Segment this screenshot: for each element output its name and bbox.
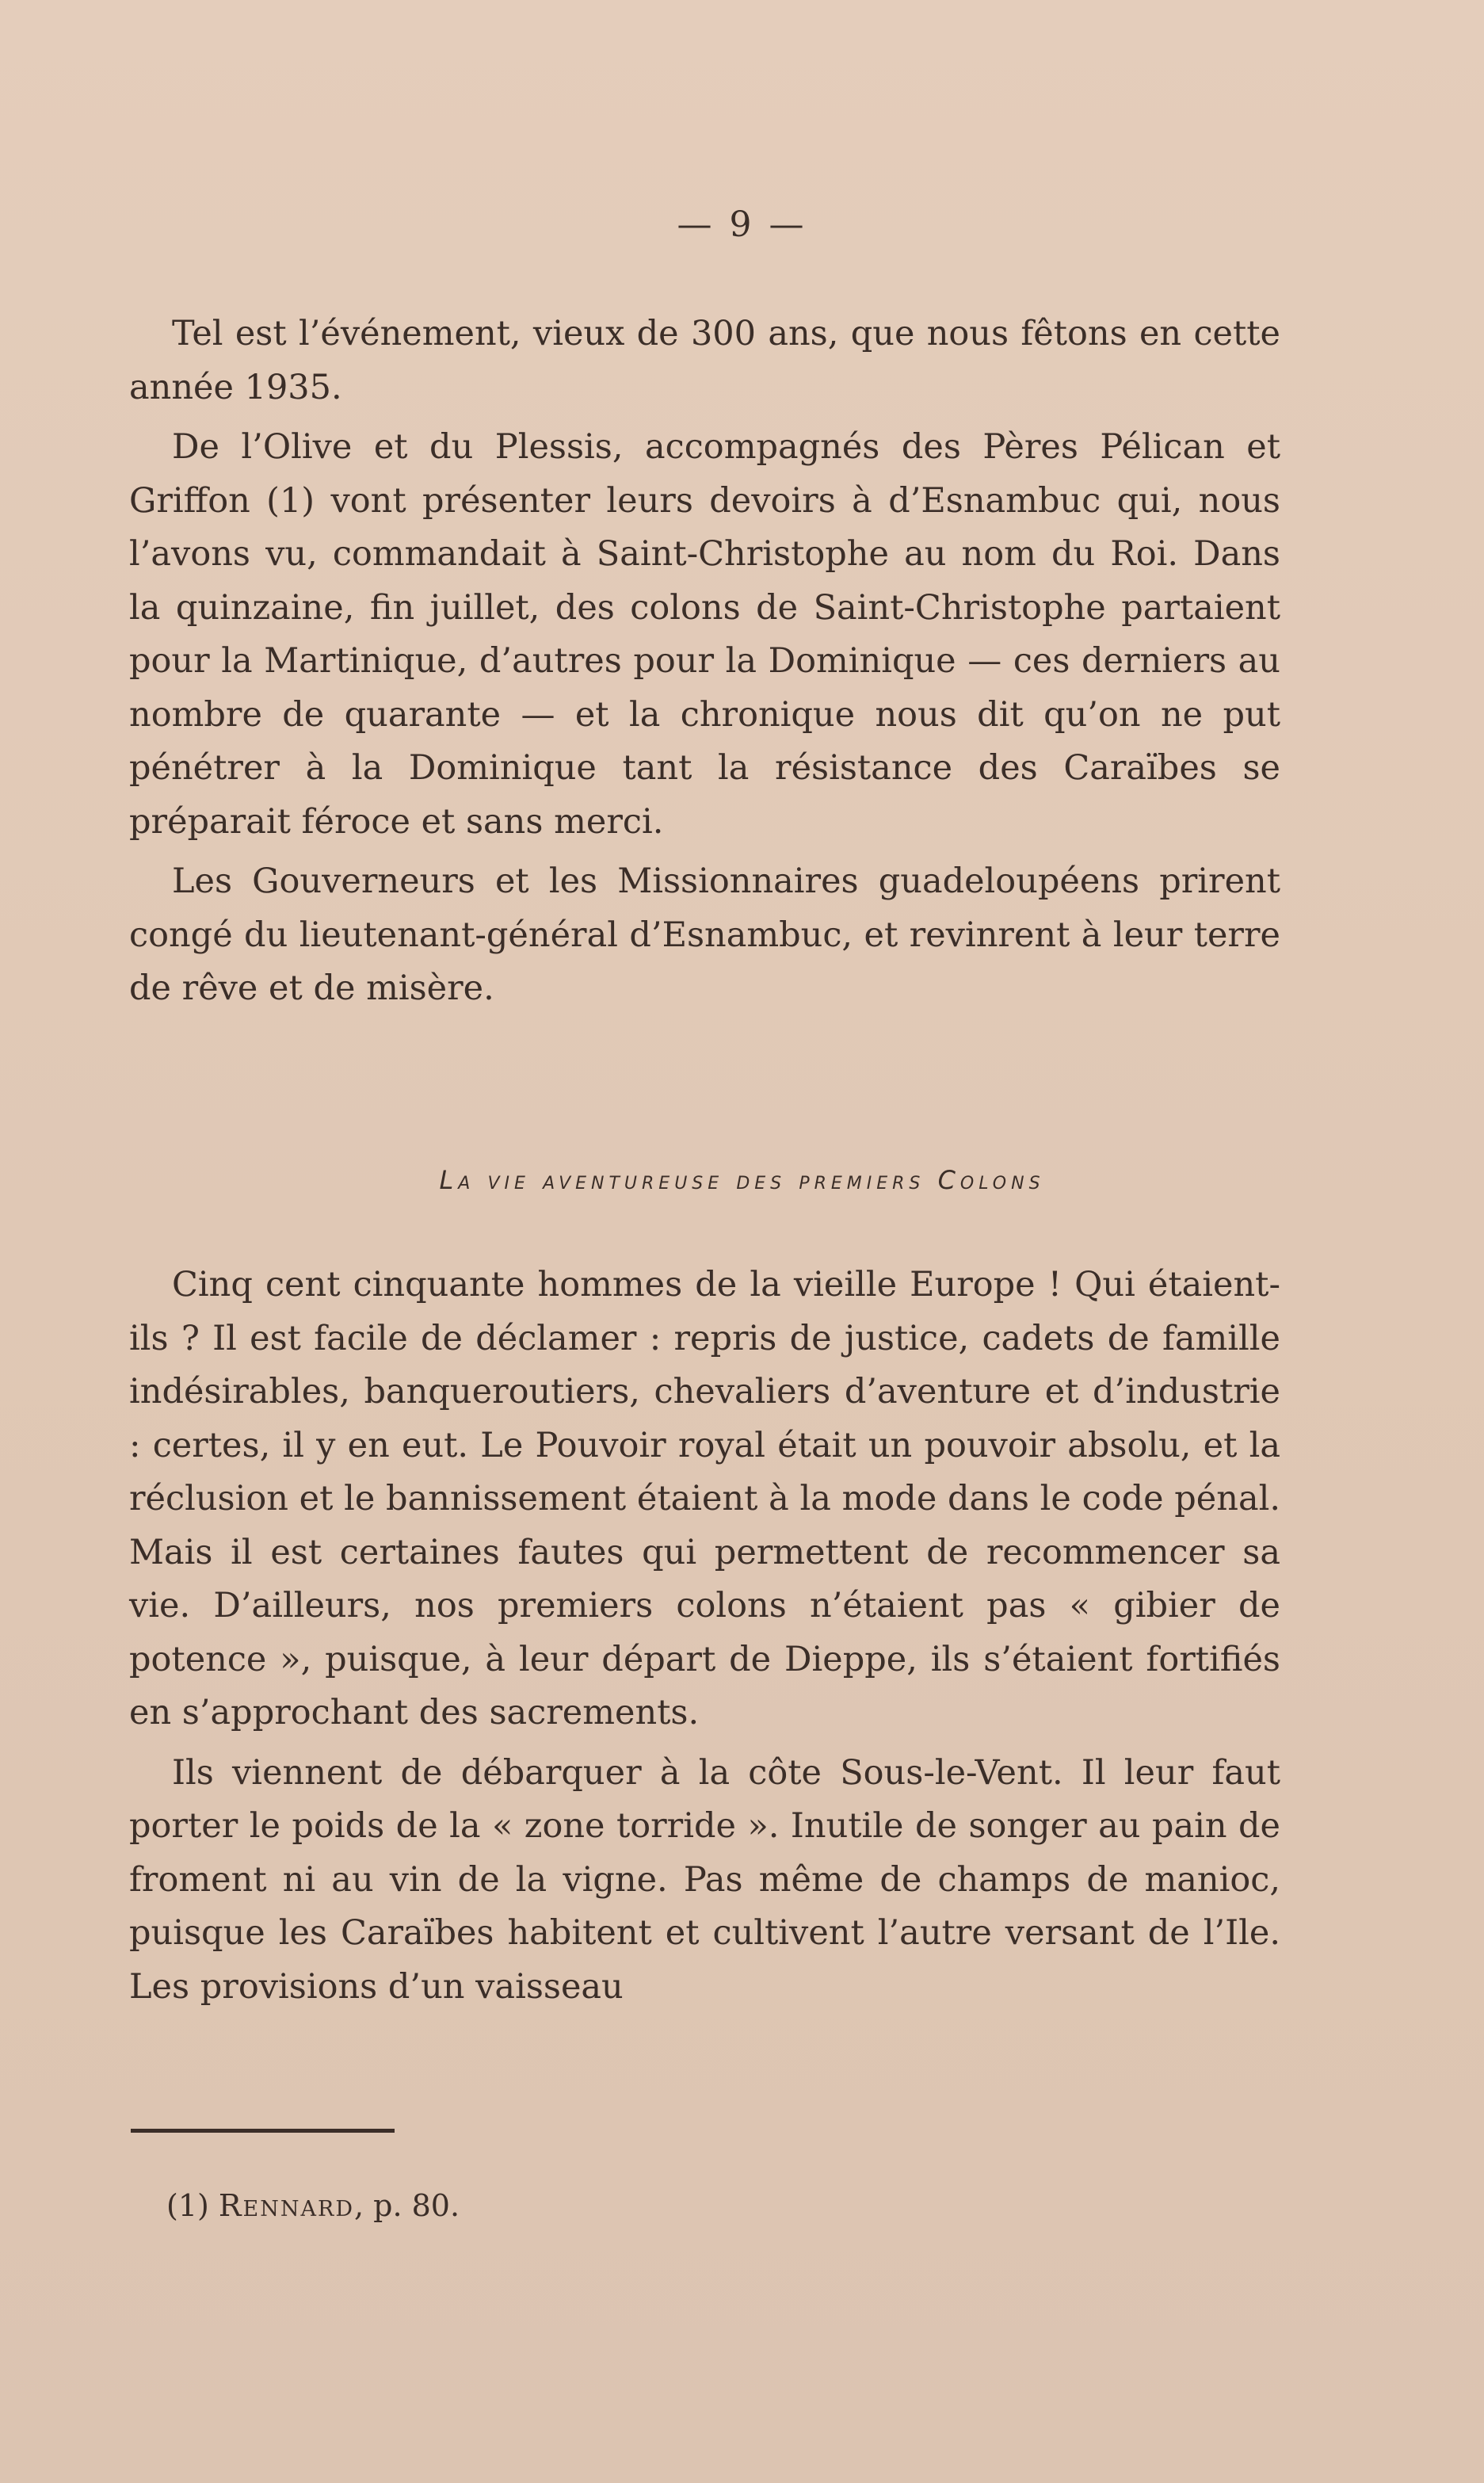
text-block-section [129, 1259, 1280, 2014]
footnote-separator [131, 2129, 395, 2133]
paragraph: Ils viennent de débarquer à la côte Sous-le-Vent. Il leur faut porter le poids de la « zone torride ». Inutile de songer au pain de froment ni au vin de la vigne. Pas même de champs de manioc, puisque les Caraïbes habitent et cultivent l’autre versant de l’Ile. Les provisions d’un vaisseau [129, 1752, 1280, 2007]
footnote-author: Rennard [218, 2188, 354, 2223]
section-heading: La vie aventureuse des premiers Colons [439, 1165, 1045, 1195]
paragraph: De l’Olive et du Plessis, accompagnés des Pères Pélican et Griffon (1) vont présenter leurs devoirs à d’Esnambuc qui, nous l’avons vu, commandait à Saint-Christophe au nom du Roi. Dans la quinzaine, fin juillet, des colons de Saint-Christophe partaient pour la Martinique, d’autres pour la Dominique — ces derniers au nombre de quarante — et la chronique nous dit qu’on ne put pénétrer à la Dominique tant la résistance des Caraïbes se préparait féroce et sans merci. [129, 427, 1280, 842]
footnote-marker: (1) [166, 2188, 209, 2223]
footnote-reference: , p. 80. [353, 2188, 460, 2223]
text-block-intro [129, 308, 1280, 1016]
page-number: — 9 — [677, 204, 807, 245]
footnote [166, 2186, 460, 2225]
paragraph: Cinq cent cinquante hommes de la vieille Europe ! Qui étaient-ils ? Il est facile de déclamer : repris de justice, cadets de famille indésirables, banqueroutiers, chevaliers d’aventure et d’industrie : certes, il y en eut. Le Pouvoir royal était un pouvoir absolu, et la réclusion et le bannissement étaient à la mode dans le code pénal. Mais il est certaines fautes qui permettent de recommencer sa vie. D’ailleurs, nos premiers colons n’étaient pas « gibier de potence », puisque, à leur départ de Dieppe, ils s’étaient fortifiés en s’approchant des sacrements. [129, 1265, 1280, 1732]
paragraph: Tel est l’événement, vieux de 300 ans, que nous fêtons en cette année 1935. [129, 314, 1280, 407]
paragraph: Les Gouverneurs et les Missionnaires guadeloupéens prirent congé du lieutenant-général d’Esnambuc, et revinrent à leur terre de rêve et de misère. [129, 861, 1280, 1008]
